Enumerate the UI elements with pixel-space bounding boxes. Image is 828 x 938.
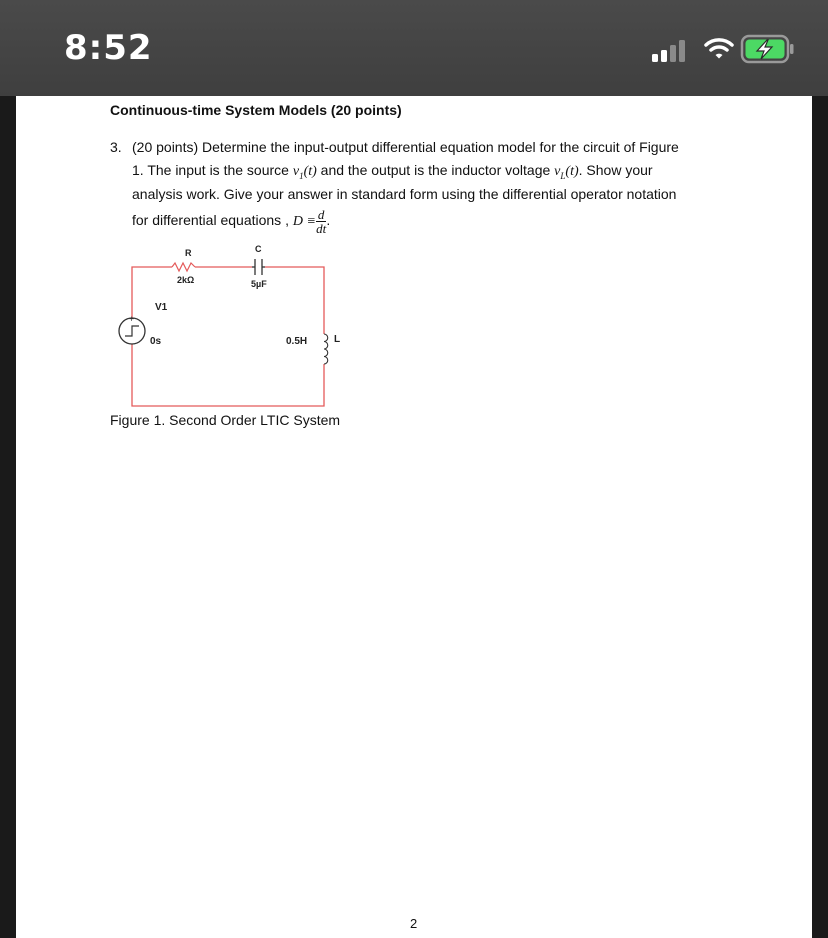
- question-text: for differential equations ,: [132, 212, 293, 229]
- question-text: . Show your: [578, 162, 653, 178]
- document-page[interactable]: [16, 96, 812, 938]
- battery-charging-icon: [740, 34, 796, 64]
- source-value: 0s: [150, 336, 162, 347]
- cellular-signal-icon: [652, 40, 692, 62]
- page-number: 2: [410, 916, 418, 931]
- voltage-source-symbol: [119, 314, 145, 344]
- circuit-diagram: [108, 236, 368, 411]
- inductor-symbol: [324, 334, 328, 364]
- inductor-value: 0.5H: [286, 336, 308, 347]
- input-symbol: $v_1(t)$: [292, 164, 317, 181]
- capacitor-value: 5µF: [251, 279, 267, 289]
- question-text: 1. The input is the source: [132, 162, 293, 178]
- operator-lhs: D ≡: [292, 214, 316, 230]
- svg-text:+: +: [129, 314, 135, 324]
- section-title: Continuous-time System Models (20 points): [110, 102, 402, 118]
- resistor-symbol: [172, 263, 195, 271]
- question-line-4: for differential equations , D ≡ $\frac{d}{dt}$ .: [132, 207, 331, 236]
- resistor-value: 2kΩ: [177, 275, 195, 285]
- resistor-label: R: [185, 248, 192, 258]
- figure-caption: Figure 1. Second Order LTIC System: [110, 412, 341, 428]
- output-symbol: $v_L(t)$: [554, 164, 579, 181]
- question-text: and the output is the inductor voltage: [316, 162, 555, 178]
- inductor-label: L: [334, 334, 341, 345]
- source-label: V1: [155, 302, 168, 313]
- question-line-2: [132, 162, 653, 181]
- wifi-icon: [704, 36, 734, 60]
- question-line-3: analysis work. Give your answer in standard form using the differential operator notation: [132, 186, 677, 202]
- status-bar: [0, 0, 828, 96]
- capacitor-label: C: [255, 244, 262, 254]
- question-line-1: (20 points) Determine the input-output differential equation model for the circuit of Figure: [132, 139, 679, 155]
- capacitor-symbol: [252, 259, 265, 275]
- clock-time: 8:52: [64, 28, 153, 68]
- question-number: 3.: [110, 139, 122, 155]
- operator-fraction: $\frac{d}{dt}$: [316, 207, 327, 236]
